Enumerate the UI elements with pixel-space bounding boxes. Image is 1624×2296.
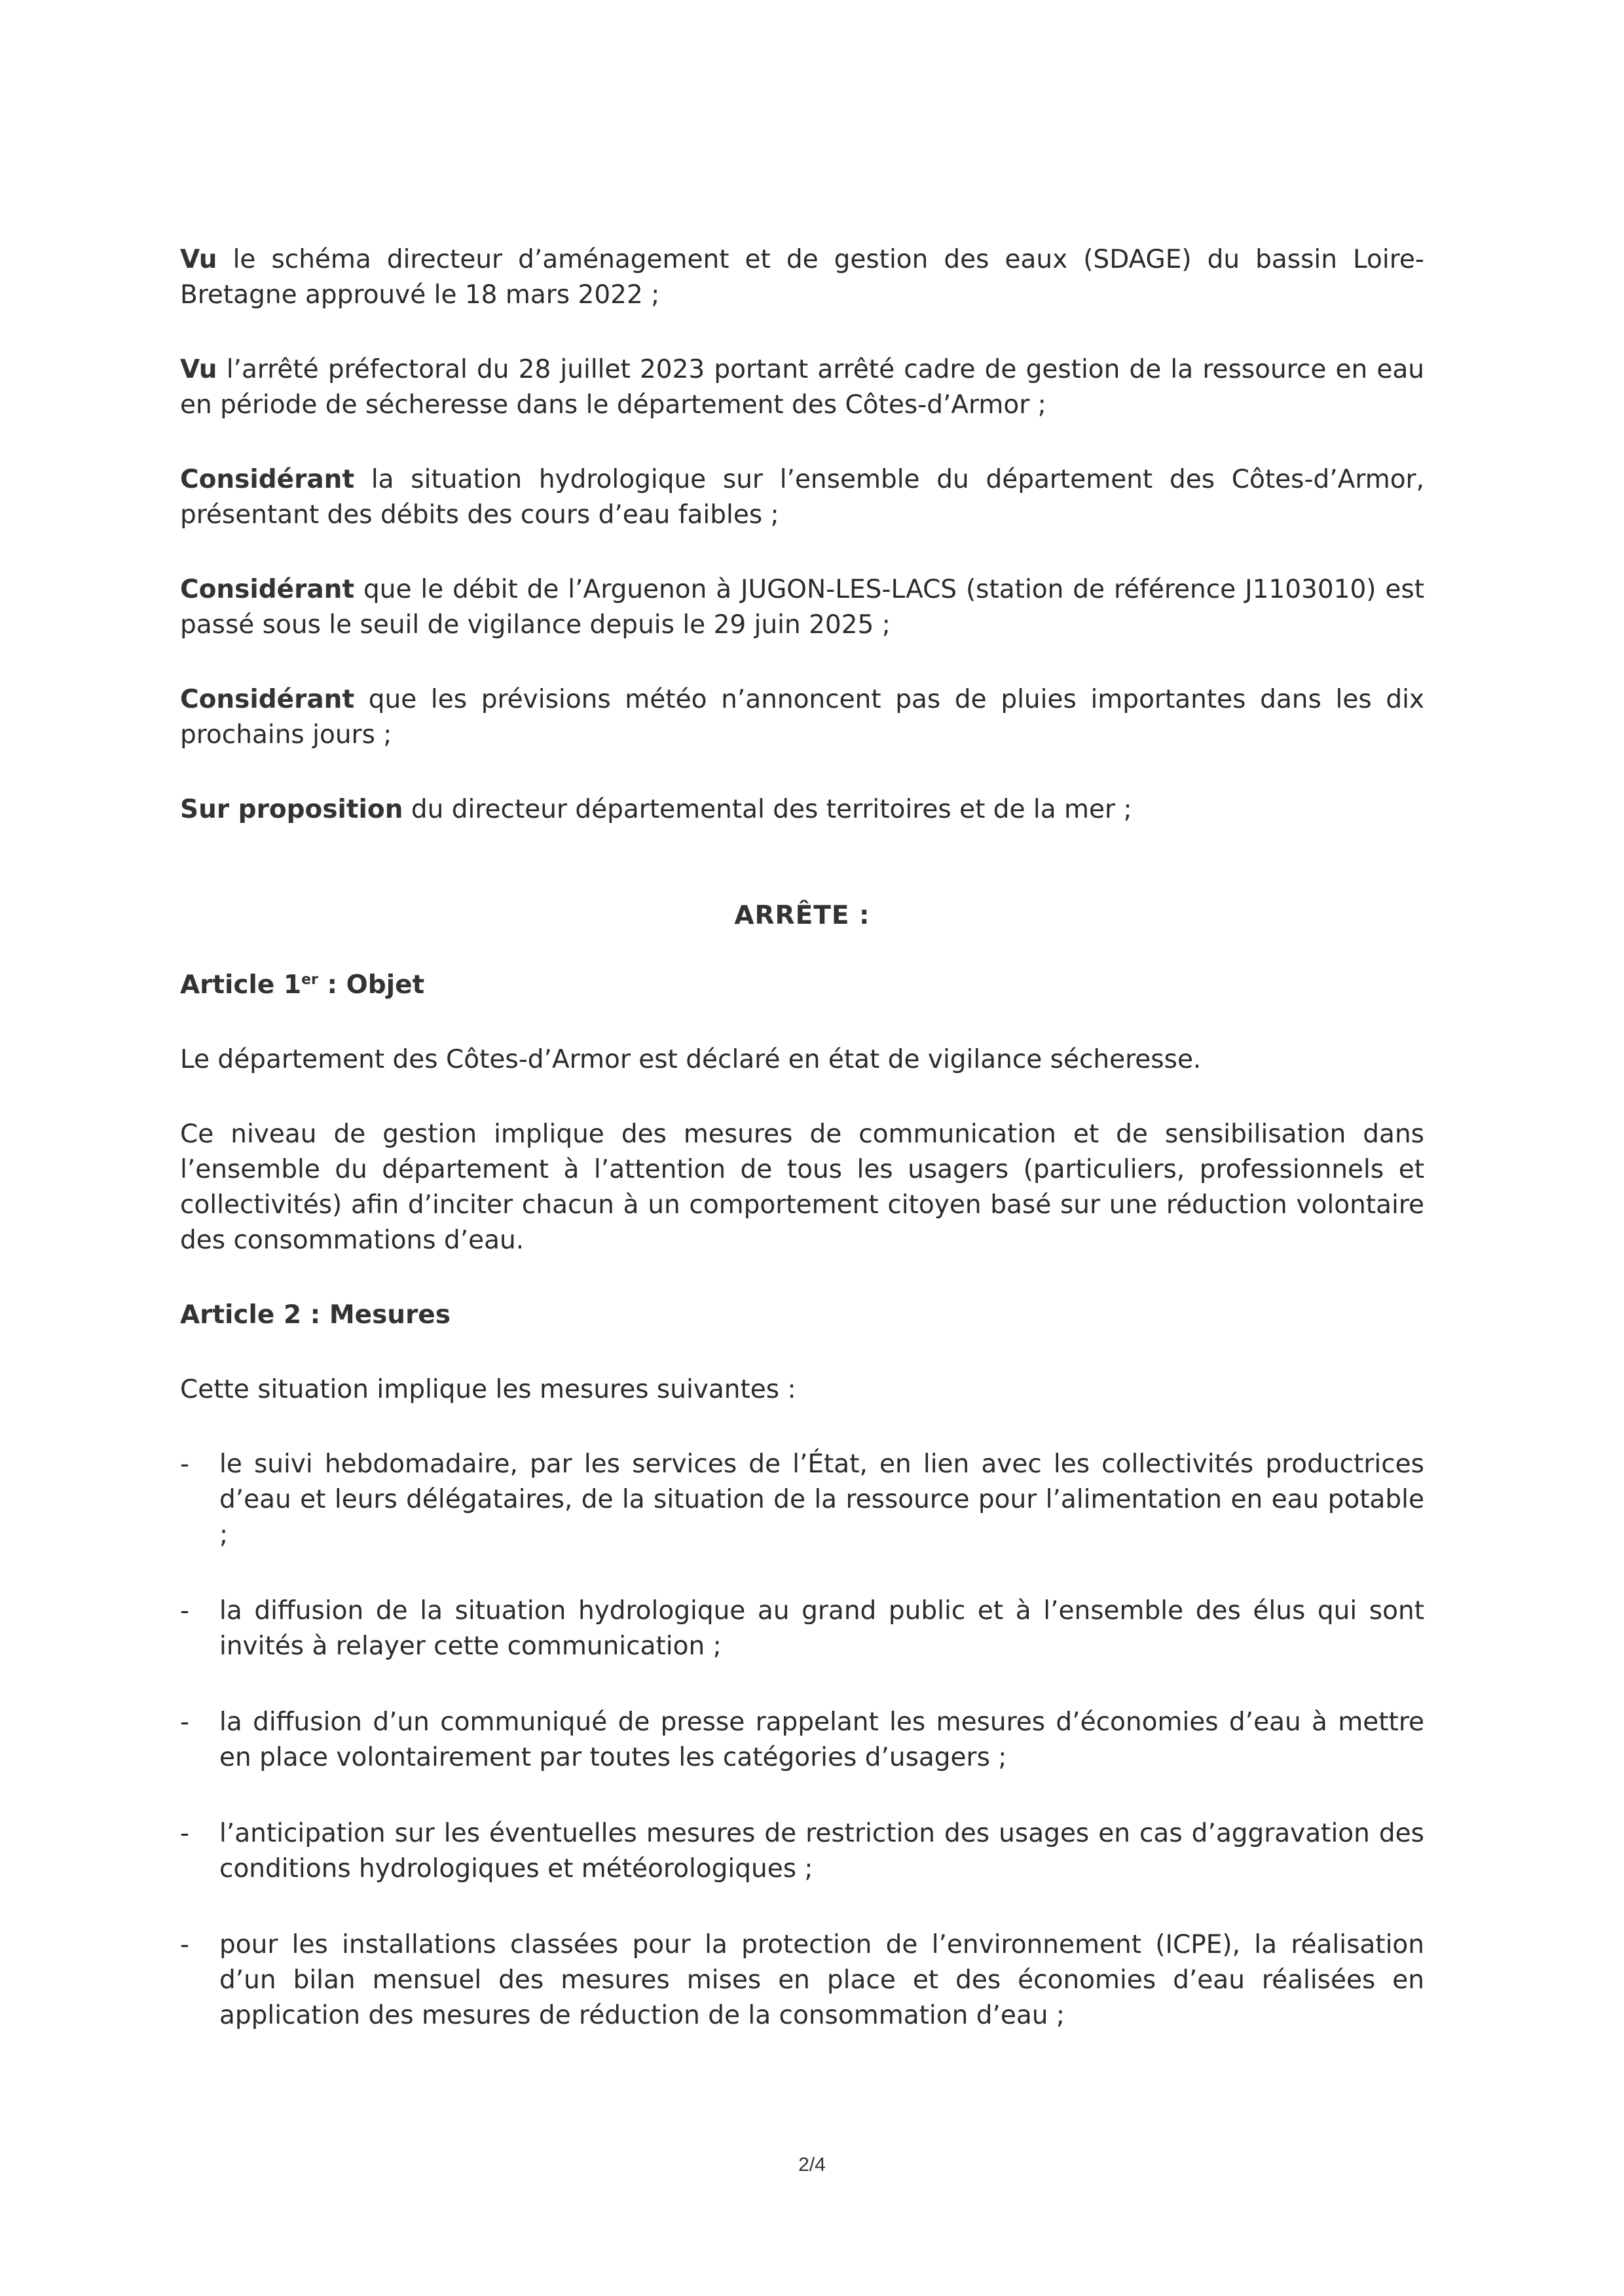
list-item [180, 1447, 1424, 1553]
preamble-vu-arrete [180, 352, 1424, 423]
preamble-text: la situation hydrologique sur l’ensemble du département des Côtes-d’Armor, présentant des débits des cours d’eau faibles ; [180, 465, 1424, 530]
article-2-title: Article 2 : Mesures [180, 1300, 451, 1330]
article-1-title-prefix: Article 1 [180, 970, 302, 1000]
article-1-paragraph: Ce niveau de gestion implique des mesures de communication et de sensibilisation dans l’ensemble du département à l’attention de tous les usagers (particuliers, professionnels et collectivités) afin d’inciter chacun à un comportement citoyen basé sur une réduction volontaire des consommations d’eau. [180, 1120, 1424, 1255]
document-body [180, 242, 1424, 2074]
preamble-vu-sdage [180, 242, 1424, 313]
preamble-lead: Considérant [180, 465, 355, 494]
list-item [180, 1927, 1424, 2033]
article-1-title-sup: er [301, 972, 318, 988]
preamble-text: le schéma directeur d’aménagement et de gestion des eaux (SDAGE) du bassin Loire-Bretagne approuvé le 18 mars 2022 ; [180, 245, 1424, 310]
list-item-text: l’anticipation sur les éventuelles mesures de restriction des usages en cas d’aggravation des conditions hydrologiques et météorologiques ; [219, 1819, 1424, 1884]
article-2-intro: Cette situation implique les mesures suivantes : [180, 1375, 796, 1404]
list-item [180, 1594, 1424, 1664]
list-item [180, 1816, 1424, 1887]
preamble-text: l’arrêté préfectoral du 28 juillet 2023 portant arrêté cadre de gestion de la ressource en eau en période de sécheresse dans le département des Côtes-d’Armor ; [180, 355, 1424, 420]
list-item-text: le suivi hebdomadaire, par les services de l’État, en lien avec les collectivités productrices d’eau et leurs délégataires, de la situation de la ressource pour l’alimentation en eau potable ; [219, 1449, 1424, 1550]
article-1-title-suffix: : Objet [318, 970, 425, 1000]
preamble-lead: Considérant [180, 685, 355, 714]
page-number: 2/4 [798, 2154, 826, 2176]
list-item-text: la diffusion d’un communiqué de presse rappelant les mesures d’économies d’eau à mettre en place volontairement par toutes les catégories d’usagers ; [219, 1707, 1424, 1772]
preamble-lead: Sur proposition [180, 795, 403, 824]
preamble-text: du directeur départemental des territoires et de la mer ; [403, 795, 1132, 824]
list-item-text: la diffusion de la situation hydrologique au grand public et à l’ensemble des élus qui sont invités à relayer cette communication ; [219, 1596, 1424, 1661]
preamble-lead: Vu [180, 245, 217, 274]
preamble-sur-proposition [180, 792, 1424, 828]
list-bullet: - [180, 1449, 190, 1479]
article-1-paragraph: Le département des Côtes-d’Armor est déclaré en état de vigilance sécheresse. [180, 1045, 1202, 1074]
preamble-lead: Vu [180, 355, 217, 384]
article-1-title [180, 968, 1424, 1003]
list-item-text: pour les installations classées pour la protection de l’environnement (ICPE), la réalisation d’un bilan mensuel des mesures mises en place et des économies d’eau réalisées en application des mesures de réduction de la consommation d’eau ; [219, 1930, 1424, 2030]
preamble-lead: Considérant [180, 575, 355, 604]
list-bullet: - [180, 1707, 190, 1737]
preamble-considerant-previsions [180, 682, 1424, 753]
preamble-considerant-situation [180, 462, 1424, 533]
preamble-text: que les prévisions météo n’annoncent pas de pluies importantes dans les dix prochains jours ; [180, 685, 1424, 750]
measures-list [180, 1447, 1424, 2033]
preamble-text: que le débit de l’Arguenon à JUGON-LES-LACS (station de référence J1103010) est passé sous le seuil de vigilance depuis le 29 juin 2025 ; [180, 575, 1424, 640]
list-bullet: - [180, 1930, 190, 1959]
preamble-considerant-debit [180, 572, 1424, 643]
list-bullet: - [180, 1819, 190, 1848]
list-item [180, 1705, 1424, 1776]
list-bullet: - [180, 1596, 190, 1626]
decision-heading: ARRÊTE : [734, 901, 870, 930]
